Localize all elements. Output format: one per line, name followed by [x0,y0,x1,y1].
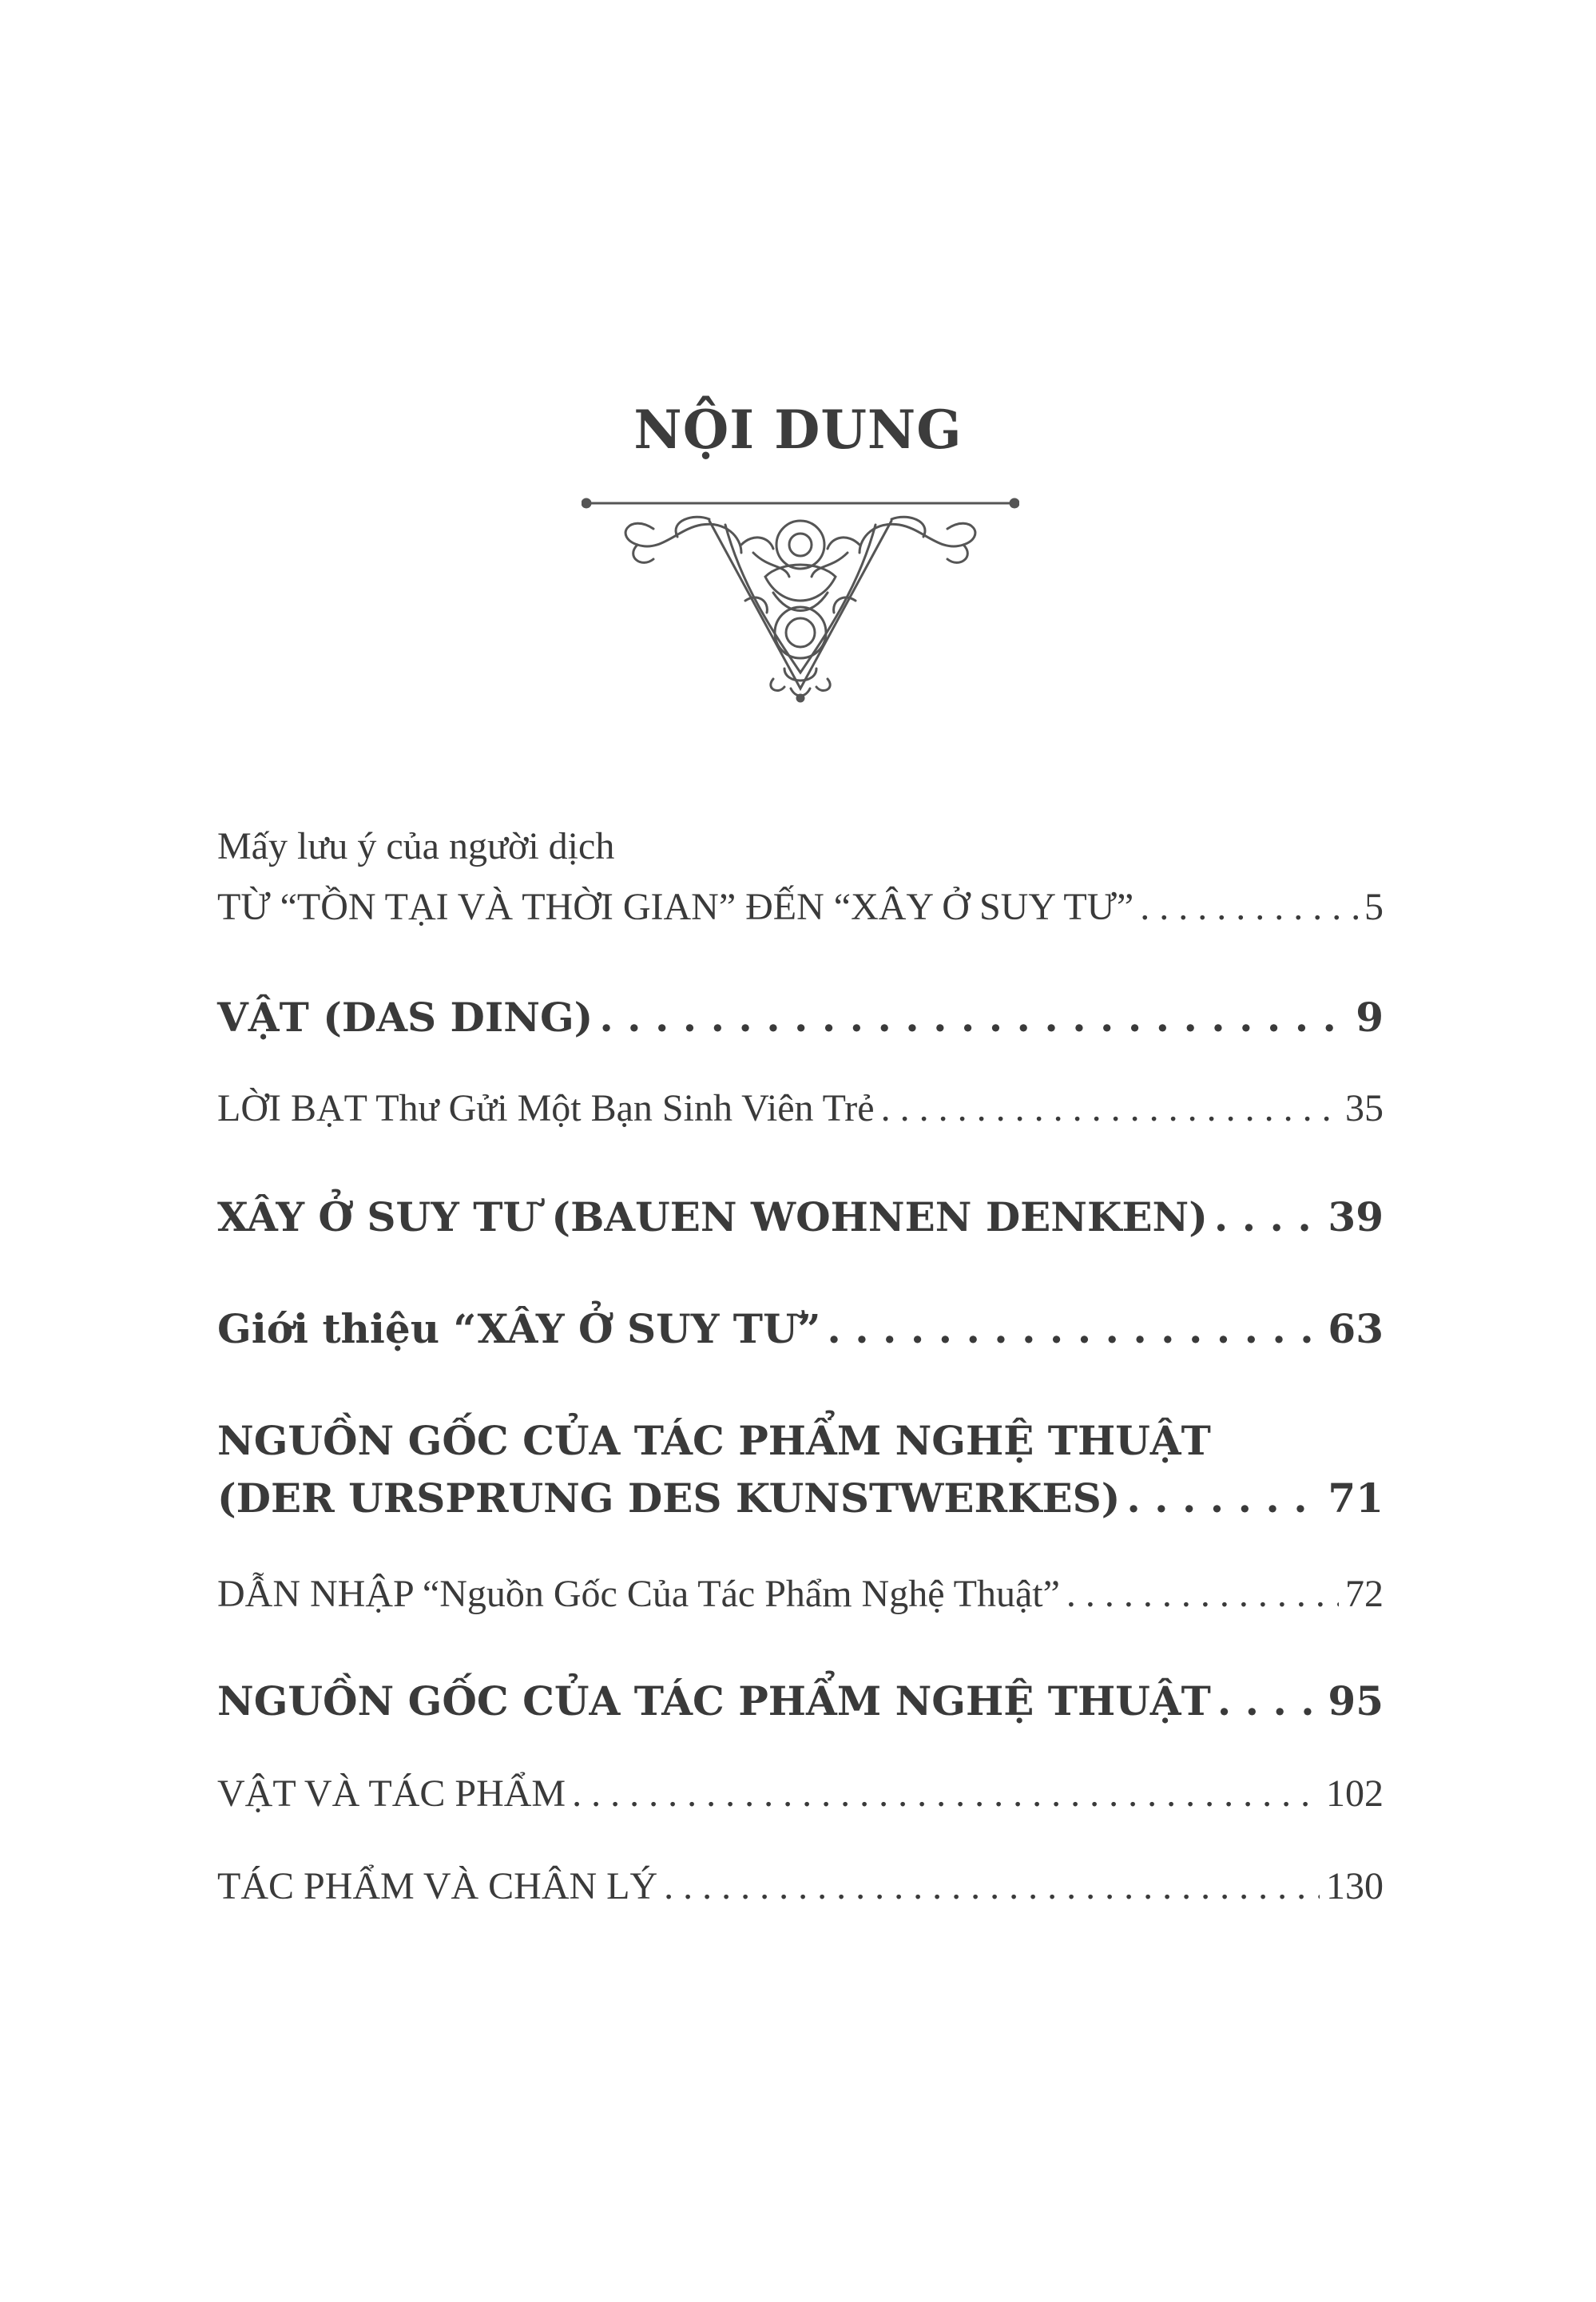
toc-entry-title: XÂY Ở SUY TƯ (BAUEN WOHNEN DENKEN) [217,1193,1208,1240]
toc-entry-title: TÁC PHẨM VÀ CHÂN LÝ [217,1865,658,1907]
leader-dots [1126,1474,1321,1522]
toc-entry-page: 39 [1328,1193,1384,1240]
toc-entry-page: 63 [1328,1305,1384,1352]
toc-entry-nguon-goc-line1[interactable]: NGUỒN GỐC CỦA TÁC PHẨM NGHỆ THUẬT [217,1417,1211,1464]
leader-dots [1217,1677,1322,1725]
toc-entry-title: TỪ “TỒN TẠI VÀ THỜI GIAN” ĐẾN “XÂY Ở SUY TƯ” [217,886,1134,928]
leader-dots [572,1772,1320,1816]
toc-entry-nguon-goc-main[interactable] [217,1677,1384,1725]
toc-entry-vat-va-tac-pham[interactable] [217,1772,1384,1816]
toc-entry-page: 130 [1326,1865,1384,1907]
toc-entry-page: 9 [1356,994,1384,1041]
toc-entry-intro[interactable] [217,885,1384,929]
toc-entry-gioi-thieu[interactable] [217,1305,1384,1352]
toc-entry-title: Giới thiệu “XÂY Ở SUY TƯ” [217,1305,821,1352]
leader-dots [1140,885,1358,929]
toc-entry-title: (DER URSPRUNG DES KUNSTWERKES) [217,1474,1121,1522]
toc-entry-title: DẪN NHẬP “Nguồn Gốc Của Tác Phẩm Nghệ Thuật” [217,1573,1060,1615]
toc-entry-nguon-goc-line2[interactable] [217,1474,1384,1522]
leader-dots [1066,1572,1339,1616]
toc-entry-loi-bat[interactable] [217,1086,1384,1130]
page-title: NỘI DUNG [633,399,963,461]
toc-translator-notes: Mấy lưu ý của người dịch [217,825,615,867]
toc-entry-vat[interactable] [217,994,1384,1041]
leader-dots [1214,1193,1321,1240]
leader-dots [599,994,1349,1041]
toc-entry-title: VẬT VÀ TÁC PHẨM [217,1772,566,1815]
leader-dots [664,1864,1320,1908]
toc-entry-tac-pham-va-chan-ly[interactable] [217,1864,1384,1908]
toc-entry-page: 72 [1345,1573,1384,1615]
toc-entry-title: NGUỒN GỐC CỦA TÁC PHẨM NGHỆ THUẬT [217,1677,1211,1725]
leader-dots [881,1086,1339,1130]
toc-entry-title: VẬT (DAS DING) [217,994,594,1041]
ornament-icon [582,489,1019,704]
toc-entry-xay-o-suy-tu[interactable] [217,1193,1384,1240]
toc-entry-page: 95 [1328,1677,1384,1725]
toc-entry-page: 5 [1364,886,1384,928]
toc-entry-title: LỜI BẠT Thư Gửi Một Bạn Sinh Viên Trẻ [217,1087,875,1129]
toc-entry-page: 102 [1326,1772,1384,1815]
leader-dots [827,1305,1321,1352]
toc-entry-dan-nhap[interactable] [217,1572,1384,1616]
toc-entry-page: 71 [1328,1474,1384,1522]
toc-entry-page: 35 [1345,1087,1384,1129]
